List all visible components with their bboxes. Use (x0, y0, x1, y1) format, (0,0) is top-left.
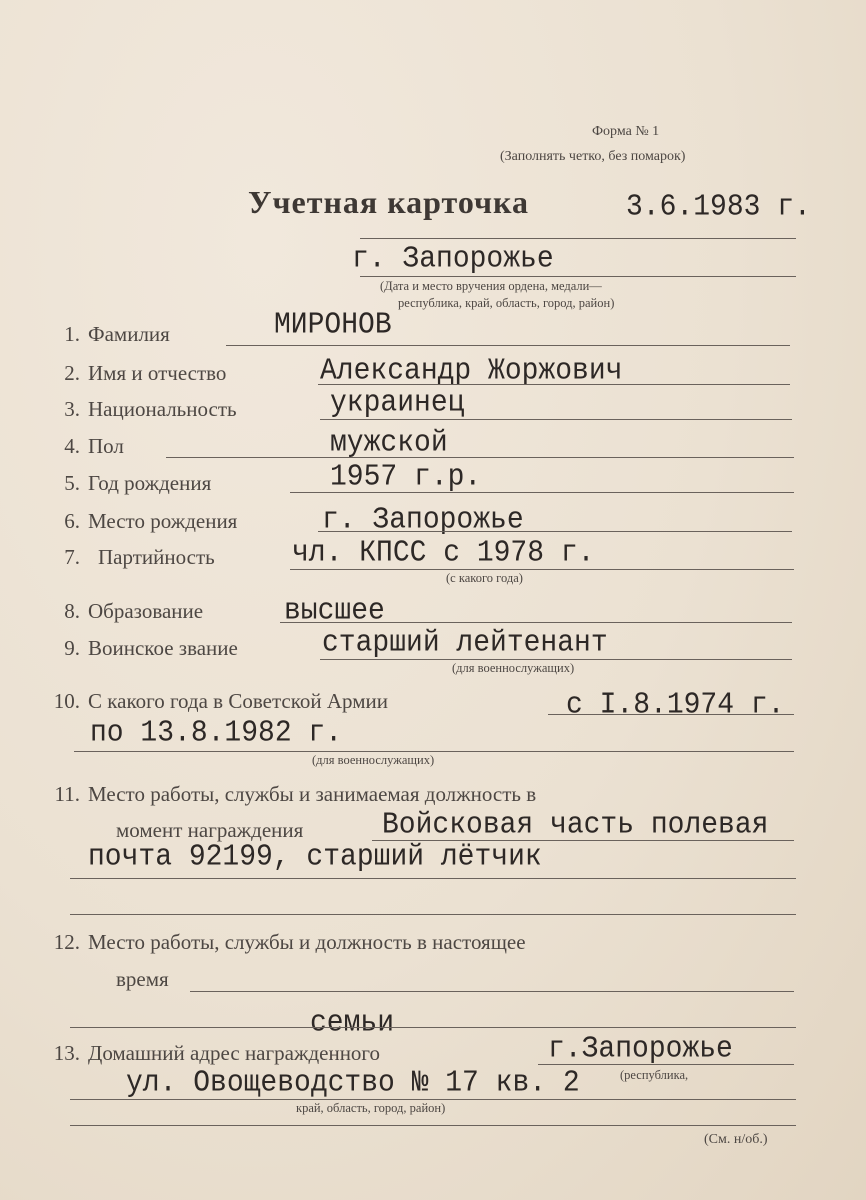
field-9-label: 9. Воинское звание (64, 636, 238, 660)
field-10-line-2 (74, 751, 794, 752)
field-8-line (280, 622, 792, 623)
field-9-line (320, 659, 792, 660)
name-patronymic-value: Александр Жоржович (320, 354, 623, 389)
home-street-value: ул. Овощеводство № 17 кв. 2 (126, 1066, 580, 1101)
field-13-hint-right: (республика, (620, 1068, 689, 1082)
field-12-label: 12. Место работы, службы и должность в настоящее (53, 930, 526, 954)
field-11-label: 11. Место работы, службы и занимаемая должность в (54, 782, 537, 806)
date-place-hint-2: республика, край, область, город, район) (398, 296, 615, 310)
army-to-value: по 13.8.1982 г. (90, 716, 343, 751)
award-place-value: г. Запорожье (352, 242, 554, 277)
form-number: Форма № 1 (592, 124, 660, 139)
workplace-at-award-value-2: почта 92199, старший лётчик (88, 840, 542, 875)
field-13-label: 13. Домашний адрес награжденного (53, 1041, 381, 1065)
army-from-value: с I.8.1974 г. (566, 688, 785, 723)
workplace-at-award-value: Войсковая часть полевая (382, 808, 769, 843)
card-title: Учетная карточка (248, 184, 529, 220)
field-12-label-2: время (116, 967, 169, 991)
field-5-label: 5. Год рождения (64, 471, 212, 495)
field-10-label: 10. С какого года в Советской Армии (53, 689, 388, 713)
party-value: чл. КПСС с 1978 г. (292, 536, 595, 571)
field-9-hint: (для военнослужащих) (452, 661, 575, 675)
sex-value: мужской (330, 426, 448, 461)
field-10-hint: (для военнослужащих) (312, 753, 435, 767)
award-date-value: 3.6.1983 г. (626, 190, 811, 225)
field-7-label: 7. Партийность (64, 545, 215, 569)
date-underline (360, 238, 796, 239)
field-12-line-1 (190, 991, 794, 992)
surname-value: МИРОНОВ (274, 308, 392, 343)
fill-instruction: (Заполнять четко, без помарок) (500, 149, 686, 164)
field-6-line (318, 531, 792, 532)
field-7-line (290, 569, 794, 570)
field-6-label: 6. Место рождения (64, 509, 238, 533)
field-7-hint: (с какого года) (446, 571, 523, 585)
field-5-line (290, 492, 794, 493)
education-value: высшее (284, 594, 385, 629)
field-11-line-3 (70, 914, 796, 915)
field-13-hint: край, область, город, район) (296, 1101, 446, 1115)
birth-year-value: 1957 г.р. (330, 460, 482, 495)
field-8-label: 8. Образование (64, 599, 204, 623)
field-3-line (320, 419, 792, 420)
field-13-line-2 (70, 1099, 796, 1100)
field-1-label: 1. Фамилия (64, 322, 170, 346)
field-13-line-1 (538, 1064, 794, 1065)
date-place-hint-1: (Дата и место вручения ордена, медали— (380, 279, 602, 293)
birthplace-value: г. Запорожье (322, 503, 524, 538)
field-3-label: 3. Национальность (64, 397, 237, 421)
field-10-line-1 (548, 714, 794, 715)
place-underline (360, 276, 796, 277)
field-1-line (226, 345, 790, 346)
field-4-label: 4. Пол (64, 434, 124, 458)
field-13-line-3 (70, 1125, 796, 1126)
home-city-value: г.Запорожье (548, 1032, 733, 1067)
field-11-line-2 (70, 878, 796, 879)
field-4-line (166, 457, 794, 458)
field-2-line (318, 384, 790, 385)
military-rank-value: старший лейтенант (322, 626, 608, 661)
field-12-line-2 (70, 1027, 796, 1028)
see-reverse-note: (См. н/об.) (704, 1132, 768, 1147)
field-2-label: 2. Имя и отчество (64, 361, 227, 385)
field-11-label-2: момент награждения (116, 818, 304, 842)
nationality-value: украинец (330, 386, 465, 421)
family-word: семьи (310, 1006, 395, 1041)
